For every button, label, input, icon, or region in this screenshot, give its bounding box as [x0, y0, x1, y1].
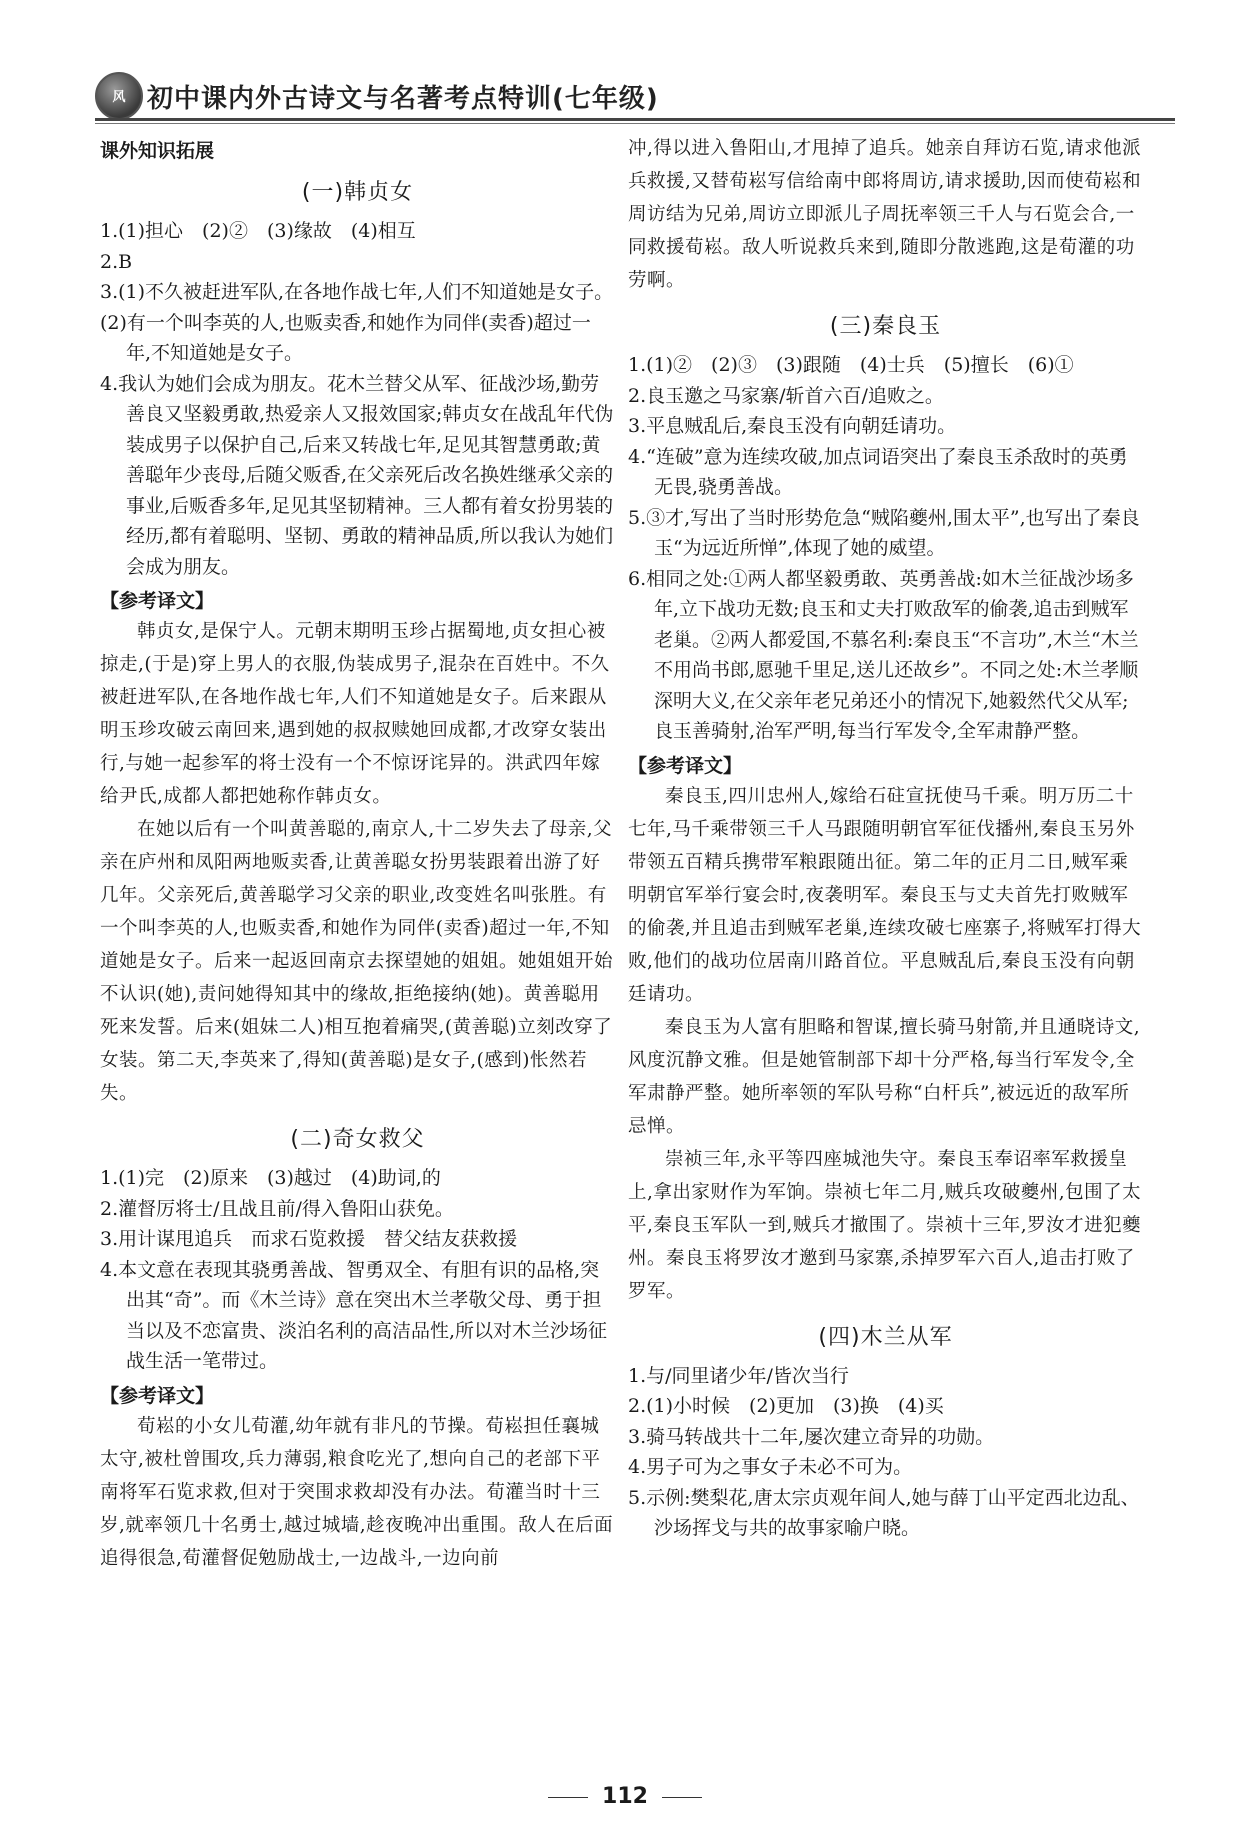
reference-translation-label: 【参考译文】 — [628, 754, 743, 777]
translation-paragraph: 秦良玉,四川忠州人,嫁给石砫宣抚使马千乘。明万历二十七年,马千乘带领三千人马跟随明朝官军征伐播州,秦良玉另外带领五百精兵携带军粮跟随出征。第二年的正月二日,贼军乘明朝官军举行宴会时,夜袭明军。秦良玉与丈夫首先打败贼军的偷袭,并且追击到贼军老巢,连续攻破七座寨子,将贼军打得大败,他们的战功位居南川路首位。平息贼乱后,秦良玉没有向朝廷请功。 — [628, 785, 1142, 1005]
answer-item: 5.③才,写出了当时形势危急“贼陷夔州,围太平”,也写出了秦良玉“为远近所惮”,体现了她的威望。 — [628, 506, 1140, 559]
page-number-dash — [662, 1797, 702, 1798]
page-number: 112 — [0, 1784, 1250, 1809]
answer-item: 1.与/同里诸少年/皆次当行 — [628, 1364, 849, 1387]
translation-paragraph: 荀崧的小女儿荀灌,幼年就有非凡的节操。荀崧担任襄城太守,被杜曾围攻,兵力薄弱,粮食吃光了,想向自己的老部下平南将军石览求救,但对于突围求救却没有办法。荀灌当时十三岁,就率领几十名勇士,越过城墙,趁夜晚冲出重围。敌人在后面追得很急,荀灌督促勉励战士,一边战斗,一边向前 — [100, 1415, 614, 1569]
answer-item: 4.我认为她们会成为朋友。花木兰替父从军、征战沙场,勤劳善良又坚毅勇敢,热爱亲人又报效国家;韩贞女在战乱年代伪装成男子以保护自己,后来又转战七年,足见其智慧勇敢;黄善聪年少丧母,后随父贩香,在父亲死后改名换姓继承父亲的事业,后贩香多年,足见其坚韧精神。三人都有着女扮男装的经历,都有着聪明、坚韧、勇敢的精神品质,所以我认为她们会成为朋友。 — [100, 372, 614, 578]
page-header — [95, 70, 1175, 122]
answer-item: 1.(1)担心 (2)② (3)缘故 (4)相互 — [100, 220, 416, 242]
left-column — [100, 132, 615, 1575]
section-label: 课外知识拓展 — [100, 140, 215, 162]
answer-item: 3.骑马转战共十二年,屡次建立奇异的功勋。 — [628, 1425, 995, 1448]
right-column — [628, 132, 1143, 1544]
translation-paragraph-continued: 冲,得以进入鲁阳山,才甩掉了追兵。她亲自拜访石览,请求他派兵救援,又替荀崧写信给南中郎将周访,请求援助,因而使荀崧和周访结为兄弟,周访立即派儿子周抚率领三千人与石览会合,一同救援荀崧。敌人听说救兵来到,随即分散逃跑,这是荀灌的功劳啊。 — [628, 138, 1142, 291]
answer-item: 2.B — [100, 250, 133, 273]
answer-item: 2.良玉邀之马家寨/斩首六百/追败之。 — [628, 384, 944, 407]
answer-item: 4.“连破”意为连续攻破,加点词语突出了秦良玉杀敌时的英勇无畏,骁勇善战。 — [628, 445, 1128, 498]
answer-item: 6.相同之处:①两人都坚毅勇敢、英勇善战:如木兰征战沙场多年,立下战功无数;良玉和丈夫打败敌军的偷袭,追击到贼军老巢。②两人都爱国,不慕名利:秦良玉“不言功”,木兰“木兰不用尚书郎,愿驰千里足,送儿还故乡”。不同之处:木兰孝顺深明大义,在父亲年老兄弟还小的情况下,她毅然代父从军;良玉善骑射,治军严明,每当行军发令,全军肃静严整。 — [628, 567, 1139, 742]
subsection-title: (二)奇女救父 — [290, 1127, 425, 1152]
page-number-dash — [548, 1797, 588, 1798]
answer-item: 1.(1)完 (2)原来 (3)越过 (4)助词,的 — [100, 1167, 441, 1189]
answer-item: 4.男子可为之事女子未必不可为。 — [628, 1456, 913, 1478]
answer-item: 5.示例:樊梨花,唐太宗贞观年间人,她与薛丁山平定西北边乱、沙场挥戈与共的故事家喻户晓。 — [628, 1486, 1140, 1539]
translation-paragraph: 崇祯三年,永平等四座城池失守。秦良玉奉诏率军救援皇上,拿出家财作为军饷。崇祯七年二月,贼兵攻破夔州,包围了太平,秦良玉军队一到,贼兵才撤围了。崇祯十三年,罗汝才进犯夔州。秦良玉将罗汝才邀到马家寨,杀掉罗军六百人,追击打败了罗军。 — [628, 1148, 1142, 1302]
reference-translation-label: 【参考译文】 — [100, 1384, 215, 1407]
answer-item: 4.本文意在表现其骁勇善战、智勇双全、有胆有识的品格,突出其“奇”。而《木兰诗》意在突出木兰孝敬父母、勇于担当以及不恋富贵、淡泊名利的高洁品性,所以对木兰沙场征战生活一笔带过。 — [100, 1258, 608, 1372]
reference-translation-label: 【参考译文】 — [100, 590, 215, 612]
subsection-title: (三)秦良玉 — [829, 314, 942, 339]
book-title: 初中课内外古诗文与名著考点特训(七年级) — [147, 84, 659, 114]
header-rule — [95, 118, 1175, 121]
answer-item: 3.平息贼乱后,秦良玉没有向朝廷请功。 — [628, 415, 957, 437]
translation-paragraph: 在她以后有一个叫黄善聪的,南京人,十二岁失去了母亲,父亲在庐州和凤阳两地贩卖香,让黄善聪女扮男装跟着出游了好几年。父亲死后,黄善聪学习父亲的职业,改变姓名叫张胜。有一个叫李英的人,也贩卖香,和她作为同伴(卖香)超过一年,不知道她是女子。后来一起返回南京去探望她的姐姐。她姐姐开始不认识(她),责问她得知其中的缘故,拒绝接纳(她)。黄善聪用死来发誓。后来(姐妹二人)相互抱着痛哭,(黄善聪)立刻改穿了女装。第二天,李英来了,得知(黄善聪)是女子,(感到)怅然若失。 — [100, 819, 614, 1104]
subsection-title: (四)木兰从军 — [818, 1324, 953, 1350]
answer-item: (2)有一个叫李英的人,也贩卖香,和她作为同伴(卖香)超过一年,不知道她是女子。 — [100, 311, 591, 364]
translation-paragraph: 韩贞女,是保宁人。元朝末期明玉珍占据蜀地,贞女担心被掠走,(于是)穿上男人的衣服,伪装成男子,混杂在百姓中。不久被赶进军队,在各地作战七年,人们不知道她是女子。后来跟从明玉珍攻破云南回来,遇到她的叔叔赎她回成都,才改穿女装出行,与她一起参军的将士没有一个不惊讶诧异的。洪武四年嫁给尹氏,成都人都把她称作韩贞女。 — [100, 621, 610, 807]
subsection-title: (一)韩贞女 — [301, 180, 414, 205]
answer-item: 1.(1)② (2)③ (3)跟随 (4)士兵 (5)擅长 (6)① — [628, 354, 1074, 376]
answer-item: 2.(1)小时候 (2)更加 (3)换 (4)买 — [628, 1395, 944, 1417]
answer-item: 3.用计谋甩追兵 而求石览救援 替父结友获救援 — [100, 1228, 518, 1250]
answer-item: 2.灌督厉将士/且战且前/得入鲁阳山获免。 — [100, 1197, 454, 1220]
header-rule-thin — [95, 123, 1175, 124]
publisher-logo: 风 — [95, 72, 143, 120]
translation-paragraph: 秦良玉为人富有胆略和智谋,擅长骑马射箭,并且通晓诗文,风度沉静文雅。但是她管制部下却十分严格,每当行军发令,全军肃静严整。她所率领的军队号称“白杆兵”,被远近的敌军所忌惮。 — [628, 1016, 1141, 1137]
answer-item: 3.(1)不久被赶进军队,在各地作战七年,人们不知道她是女子。 — [100, 281, 614, 303]
